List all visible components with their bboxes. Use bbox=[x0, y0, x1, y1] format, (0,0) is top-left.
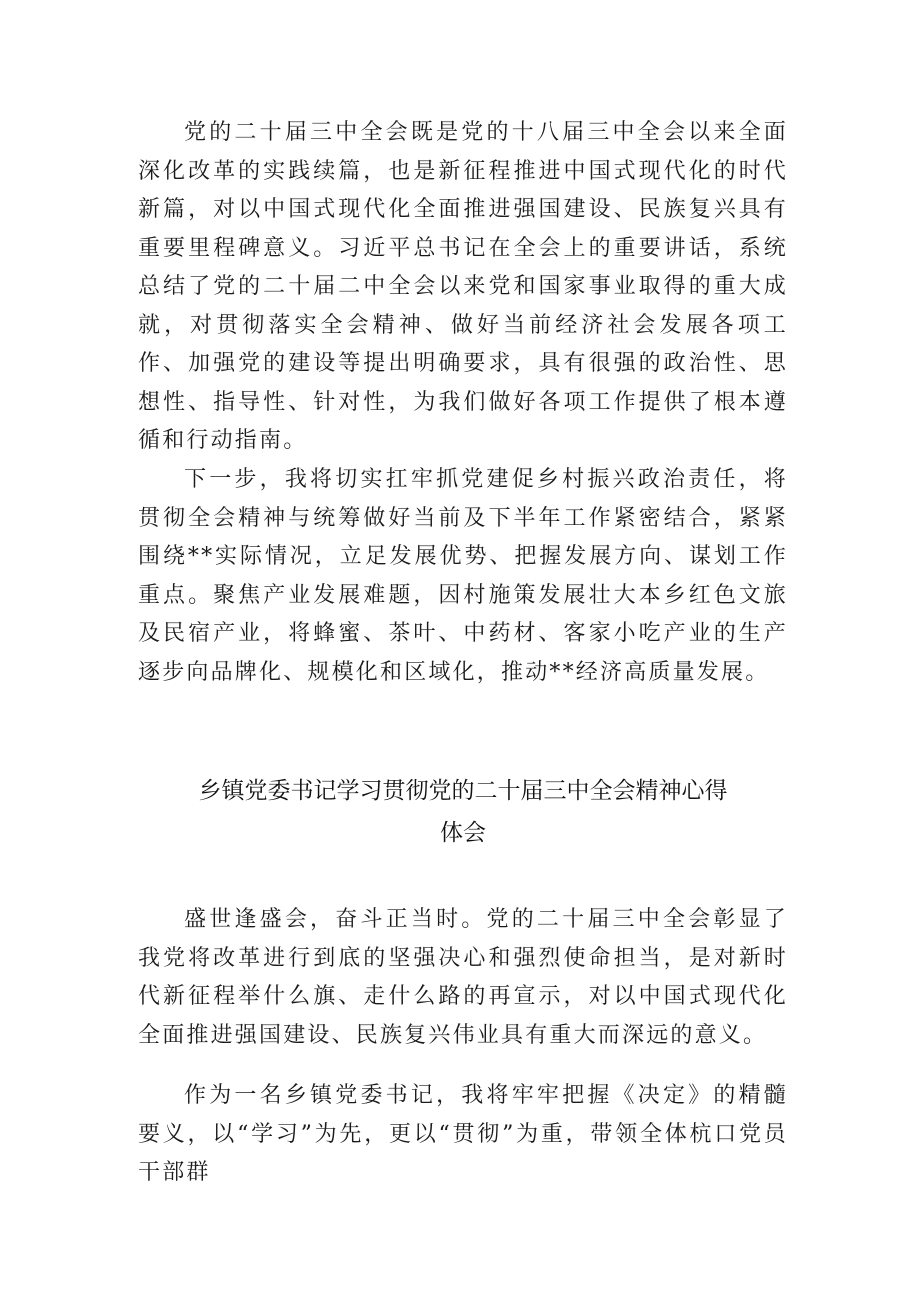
section-title bbox=[138, 770, 788, 854]
body-paragraph: 作为一名乡镇党委书记，我将牢牢把握《决定》的精髓要义，以“学习”为先，更以“贯彻”为重，带领全体杭口党员干部群 bbox=[138, 1083, 788, 1185]
section-title-line: 乡镇党委书记学习贯彻党的二十届三中全会精神心得 bbox=[198, 778, 728, 804]
body-paragraph: 下一步，我将切实扛牢抓党建促乡村振兴政治责任，将贯彻全会精神与统筹做好当前及下半年工作紧密结合，紧紧围绕**实际情况，立足发展优势、把握发展方向、谋划工作重点。聚焦产业发展难题，因村施策发展壮大本乡红色文旅及民宿产业，将蜂蜜、茶叶、中药材、客家小吃产业的生产逐步向品牌化、规模化和区域化，推动**经济高质量发展。 bbox=[138, 467, 788, 685]
body-paragraph: 党的二十届三中全会既是党的十八届三中全会以来全面深化改革的实践续篇，也是新征程推进中国式现代化的时代新篇，对以中国式现代化全面推进强国建设、民族复兴具有重要里程碑意义。习近平总书记在全会上的重要讲话，系统总结了党的二十届二中全会以来党和国家事业取得的重大成就，对贯彻落实全会精神、做好当前经济社会发展各项工作、加强党的建设等提出明确要求，具有很强的政治性、思想性、指导性、针对性，为我们做好各项工作提供了根本遵循和行动指南。 bbox=[138, 120, 788, 453]
section-title-line: 体会 bbox=[440, 820, 486, 846]
body-paragraph: 盛世逢盛会，奋斗正当时。党的二十届三中全会彰显了我党将改革进行到底的坚强决心和强烈使命担当，是对新时代新征程举什么旗、走什么路的再宣示，对以中国式现代化全面推进强国建设、民族复兴伟业具有重大而深远的意义。 bbox=[138, 907, 788, 1048]
